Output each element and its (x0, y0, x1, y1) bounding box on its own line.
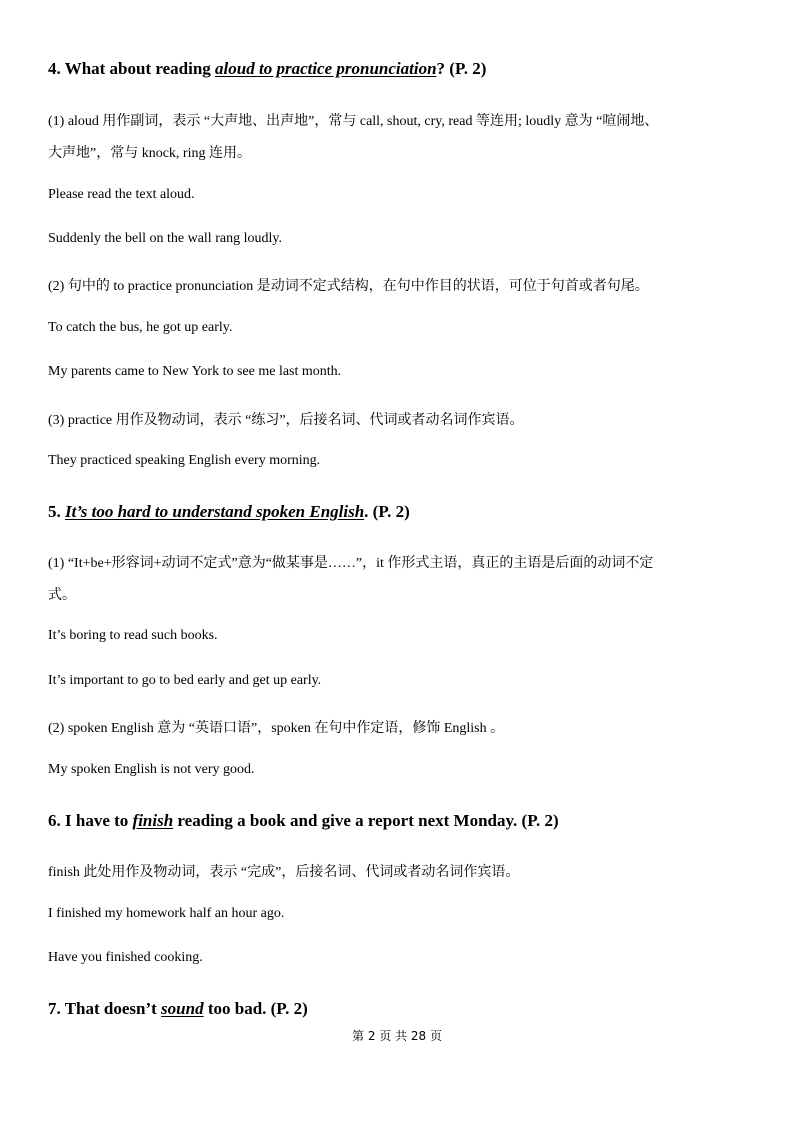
note-5-1b: 式。 (48, 588, 76, 603)
heading-4-text: 4. What about reading (48, 59, 216, 78)
heading-7-rest: too bad. (P. 2) (203, 999, 308, 1018)
page-footer: 第 2 页 共 28 页 (352, 1029, 442, 1043)
heading-4-ref: ? (P. 2) (436, 59, 487, 78)
example-6-2: Have you finished cooking. (48, 950, 203, 965)
example-4-1: Please read the text aloud. (48, 187, 195, 202)
heading-6-key-word: finish (132, 811, 174, 830)
heading-6 (48, 811, 754, 831)
heading-5 (48, 502, 754, 522)
note-4-2: (2) 句中的 to practice pronunciation 是动词不定式结构，在句中作目的状语，可位于句首或者句尾。 (48, 279, 649, 294)
example-4-4: My parents came to New York to see me last month. (48, 364, 342, 379)
example-4-5: They practiced speaking English every morning. (48, 453, 321, 468)
example-5-3: My spoken English is not very good. (48, 762, 255, 777)
note-5-2: (2) spoken English 意为 “英语口语”，spoken 在句中作定语，修饰 English 。 (48, 721, 505, 736)
heading-5-ref: . (P. 2) (364, 502, 410, 521)
example-5-1: It’s boring to read such books. (48, 628, 218, 643)
heading-4 (48, 59, 754, 79)
example-4-2: Suddenly the bell on the wall rang loudly. (48, 231, 282, 246)
heading-6-text: 6. I have to (48, 811, 133, 830)
note-4-1a: (1) aloud 用作副词，表示 “大声地、出声地”，常与 call, shout, cry, read 等连用; loudly 意为 “喧闹地、 (48, 114, 659, 129)
heading-7-text: 7. That doesn’t (48, 999, 162, 1018)
heading-7 (48, 999, 754, 1019)
heading-4-key-phrase: aloud to practice pronunciation (215, 59, 437, 78)
heading-5-text: 5. (48, 502, 65, 521)
example-4-3: To catch the bus, he got up early. (48, 320, 233, 335)
heading-5-key-phrase: It’s too hard to understand spoken English (65, 502, 365, 521)
note-4-3: (3) practice 用作及物动词，表示 “练习”，后接名词、代词或者动名词作宾语。 (48, 413, 524, 428)
note-4-1b: 大声地”，常与 knock, ring 连用。 (48, 146, 251, 161)
example-6-1: I finished my homework half an hour ago. (48, 906, 285, 921)
heading-7-key-word: sound (161, 999, 204, 1018)
note-6-1: finish 此处用作及物动词，表示 “完成”，后接名词、代词或者动名词作宾语。 (48, 865, 520, 880)
heading-6-rest: reading a book and give a report next Monday. (P. 2) (173, 811, 559, 830)
note-5-1a: (1) “It+be+形容词+动词不定式”意为“做某事是……”，it 作形式主语，真正的主语是后面的动词不定 (48, 556, 654, 571)
example-5-2: It’s important to go to bed early and get up early. (48, 673, 322, 688)
